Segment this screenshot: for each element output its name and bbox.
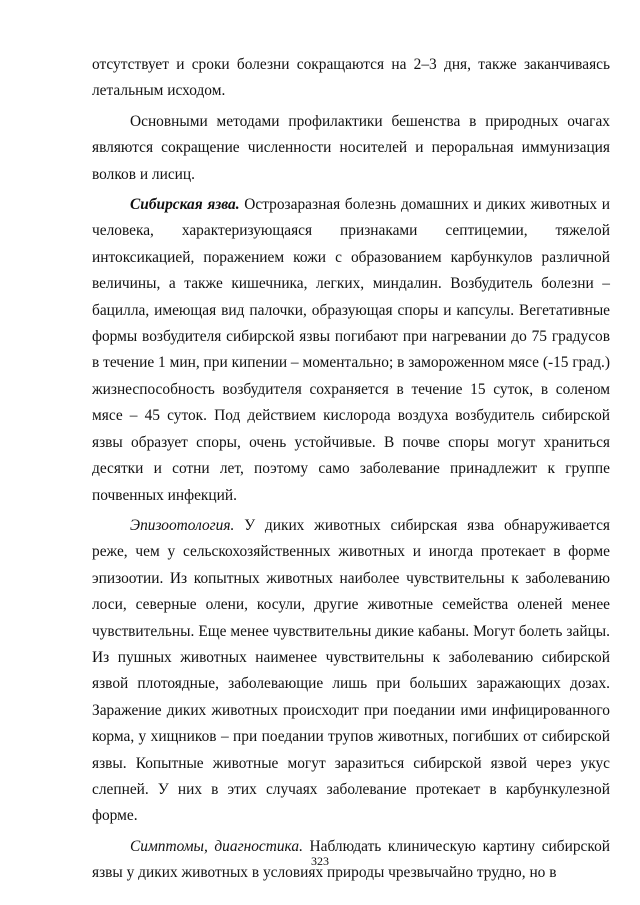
paragraph-text: Наблюдать клиническую картину сибирской язвы у диких животных в условиях природы чрезвычайно трудно, но в xyxy=(92,837,611,882)
section-heading-epizootology: Эпизоотология. xyxy=(130,516,235,534)
paragraph-text: Острозаразная болезнь домашних и диких животных и человека, характеризующаяся признаками септицемии, тяжелой интоксикацией, поражением кожи с образованием карбункулов различной величины, а также кишечника, легких, миндалин. Возбудитель болезни – бацилла, имеющая вид палочки, образующая споры и капсулы. Вегетативные формы возбудителя сибирской язвы погибают при нагревании до 75 градусов в течение 1 мин, при кипении – моментально; в замороженном мясе (-15 град.) жизнеспособность возбудителя сохраняется в течение 15 суток, в соленом мясе – 45 суток. Под действием кислорода воздуха возбудитель сибирской язвы образует споры, очень устойчивые. В почве споры могут храниться десятки и сотни лет, поэтому само заболевание принадлежит к группе почвенных инфекций. xyxy=(92,196,610,504)
page-number: 323 xyxy=(311,854,329,868)
paragraph-continuation xyxy=(92,52,610,105)
paragraph-anthrax xyxy=(92,192,610,509)
paragraph-text: У диких животных сибирская язва обнаруживается реже, чем у сельскохозяйственных животных и иногда протекает в форме эпизоотии. Из копытных животных наиболее чувствительны к заболеванию лоси, северные олени, косули, другие животные семейства оленей менее чувствительны. Еще менее чувствительны дикие кабаны. Могут болеть зайцы. Из пушных животных наименее чувствительны к заболеванию сибирской язвой плотоядные, заболевающие лишь при больших заражающих дозах. Заражение диких животных происходит при поедании ими инфицированного корма, у хищников – при поедании трупов животных, погибших от сибирской язвы. Копытные животные могут заразиться сибирской язвой через укус слепней. У них в этих случаях заболевание протекает в карбункулезной форме. xyxy=(92,516,610,825)
section-heading-symptoms: Симптомы, диагностика. xyxy=(130,837,303,855)
section-heading-anthrax: Сибирская язва. xyxy=(130,196,240,214)
paragraph-text: отсутствует и сроки болезни сокращаются на 2–3 дня, также заканчиваясь летальным исходом. xyxy=(92,56,610,100)
paragraph-text: Основными методами профилактики бешенства в природных очагах являются сокращение численности носителей и пероральная иммунизация волков и лисиц. xyxy=(92,112,610,183)
paragraph-epizootology xyxy=(92,513,610,830)
document-page xyxy=(92,52,610,887)
paragraph-prophylaxis xyxy=(92,109,610,188)
